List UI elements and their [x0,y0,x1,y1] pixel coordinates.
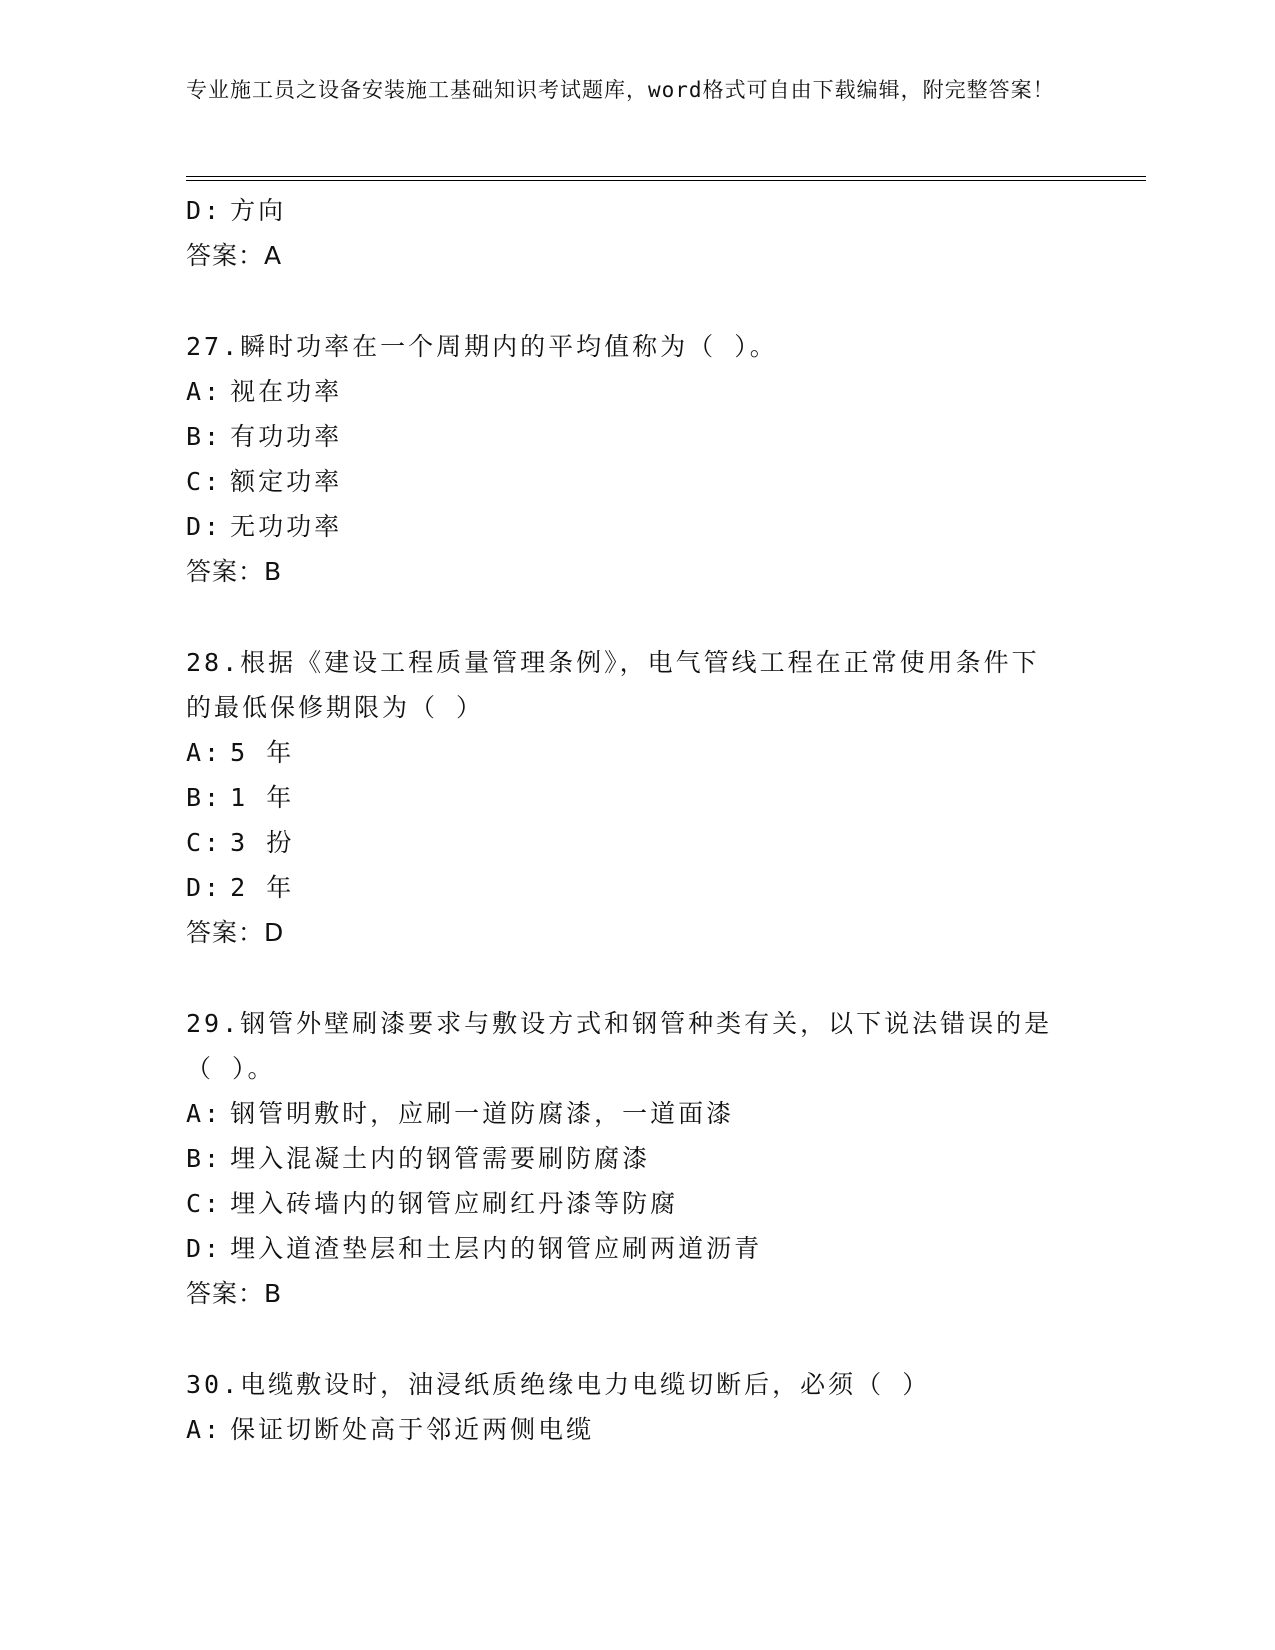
option-d [186,188,1086,233]
option-text: 3 扮 [230,828,295,857]
option-text: 埋入砖墙内的钢管应刷红丹漆等防腐 [230,1189,679,1218]
page-header: 专业施工员之设备安装施工基础知识考试题库，word格式可自由下载编辑，附完整答案！ [186,78,1055,102]
option-text: 方向 [230,196,287,225]
option-b [186,414,1086,459]
option-text: 保证切断处高于邻近两侧电缆 [230,1415,595,1444]
option-letter: D: [186,196,223,225]
option-text: 钢管明敷时，应刷一道防腐漆，一道面漆 [230,1099,735,1128]
spacer [186,1316,1086,1362]
option-text: 有功功率 [230,422,343,451]
option-a [186,1091,1086,1136]
option-d [186,865,1086,910]
option-letter: A: [186,377,223,406]
option-a [186,369,1086,414]
option-letter: B: [186,1144,223,1173]
question-stem-30: 30.电缆敷设时，油浸纸质绝缘电力电缆切断后，必须（ ） [186,1370,931,1399]
header-divider [186,176,1146,177]
option-letter: B: [186,422,223,451]
question-stem-29: 29.钢管外壁刷漆要求与敷设方式和钢管种类有关，以下说法错误的是（ ）。 [186,1009,1053,1083]
option-text: 5 年 [230,738,295,767]
option-b [186,1136,1086,1181]
option-b [186,775,1086,820]
option-a [186,730,1086,775]
spacer [186,278,1086,324]
spacer [186,955,1086,1001]
option-letter: D: [186,873,223,902]
option-text: 埋入混凝土内的钢管需要刷防腐漆 [230,1144,651,1173]
option-letter: A: [186,738,223,767]
spacer [186,594,1086,640]
option-text: 1 年 [230,783,295,812]
option-text: 额定功率 [230,467,343,496]
answer: 答案：B [186,557,283,586]
option-letter: C: [186,828,223,857]
option-c [186,459,1086,504]
option-letter: D: [186,1234,223,1263]
option-text: 埋入道渣垫层和土层内的钢管应刷两道沥青 [230,1234,763,1263]
answer: 答案：B [186,1279,283,1308]
option-a [186,1407,1086,1452]
question-stem-27: 27.瞬时功率在一个周期内的平均值称为（ ）。 [186,332,778,361]
option-text: 2 年 [230,873,295,902]
answer: 答案：A [186,241,283,270]
option-letter: D: [186,512,223,541]
answer: 答案：D [186,918,285,947]
option-d [186,1226,1086,1271]
option-c [186,820,1086,865]
option-d [186,504,1086,549]
option-text: 无功功率 [230,512,343,541]
option-letter: C: [186,467,223,496]
option-c [186,1181,1086,1226]
question-stem-28: 28.根据《建设工程质量管理条例》，电气管线工程在正常使用条件下的最低保修期限为（ ） [186,648,1040,722]
option-letter: B: [186,783,223,812]
option-text: 视在功率 [230,377,343,406]
header-divider-double [186,180,1146,181]
option-letter: C: [186,1189,223,1218]
question-list [186,188,1086,1452]
option-letter: A: [186,1415,223,1444]
option-letter: A: [186,1099,223,1128]
